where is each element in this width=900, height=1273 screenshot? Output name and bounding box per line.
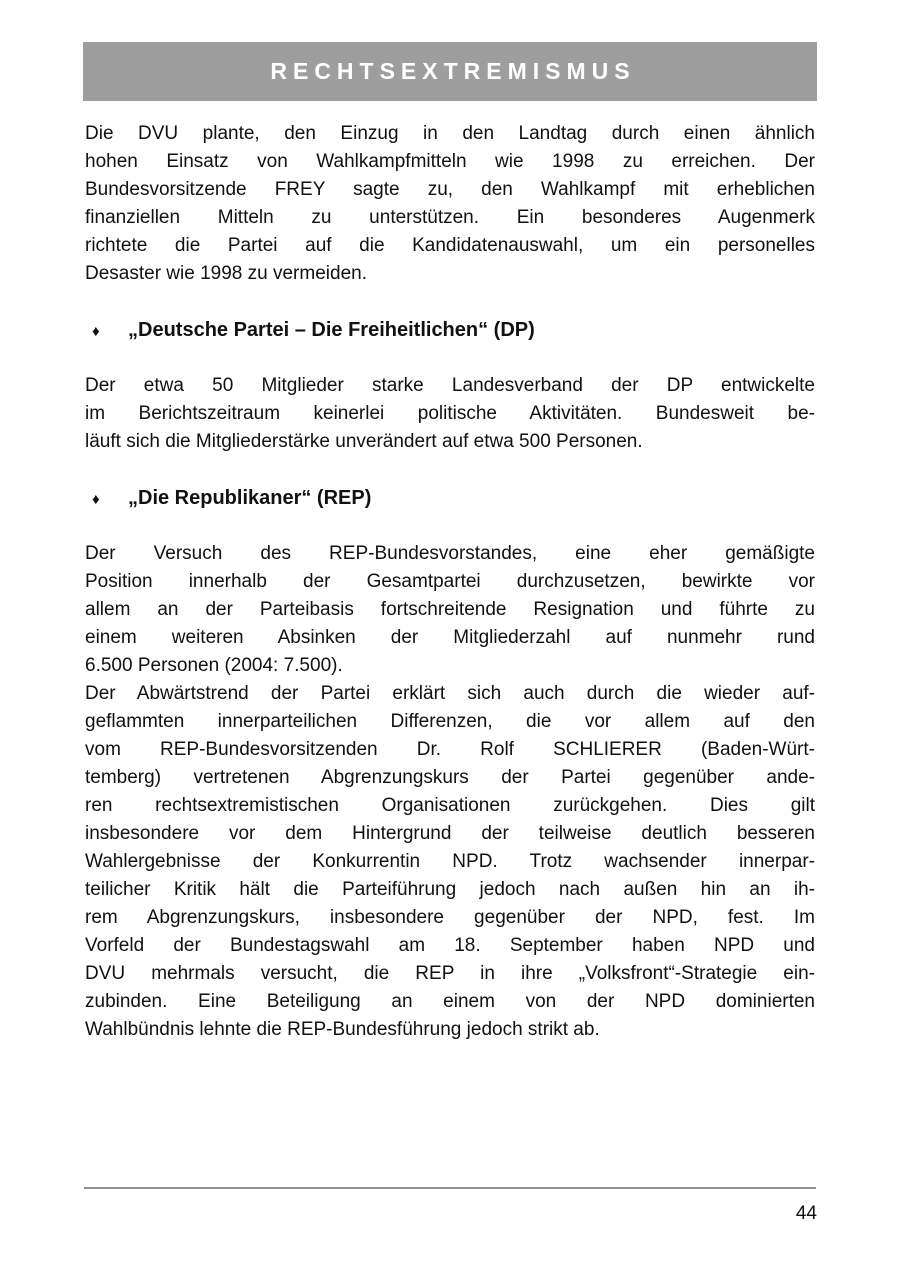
footer-divider <box>84 1187 816 1189</box>
text-line: Die DVU plante, den Einzug in den Landtag durch einen ähnlich <box>85 123 815 144</box>
paragraph-rep-mitglieder <box>85 540 815 680</box>
page-number: 44 <box>795 1203 817 1224</box>
text-line: läuft sich die Mitgliederstärke unverändert auf etwa 500 Personen. <box>85 431 643 452</box>
text-line: rem Abgrenzungskurs, insbesondere gegenüber der NPD, fest. Im <box>85 907 815 928</box>
text-line: geflammten innerparteilichen Differenzen, die vor allem auf den <box>85 711 815 732</box>
text-line: allem an der Parteibasis fortschreitende Resignation und führte zu <box>85 599 815 620</box>
text-line: einem weiteren Absinken der Mitgliederzahl auf nunmehr rund <box>85 627 815 648</box>
section-title: RECHTSEXTREMISMUS <box>270 58 636 84</box>
text-line: zubinden. Eine Beteiligung an einem von der NPD dominierten <box>85 991 815 1012</box>
text-line: ren rechtsextremistischen Organisationen zurückgehen. Dies gilt <box>85 795 815 816</box>
text-line: hohen Einsatz von Wahlkampfmitteln wie 1998 zu erreichen. Der <box>85 151 815 172</box>
paragraph-rep-abwaertstrend <box>85 680 815 1044</box>
heading-republikaner <box>85 484 815 514</box>
section-header-bar <box>83 42 817 101</box>
text-line: vom REP-Bundesvorsitzenden Dr. Rolf SCHLIERER (Baden-Würt- <box>85 739 815 760</box>
diamond-bullet-icon: ♦ <box>92 323 100 340</box>
text-line: im Berichtszeitraum keinerlei politische Aktivitäten. Bundesweit be- <box>85 403 815 424</box>
paragraph-dvu <box>85 120 815 288</box>
text-line: Der Versuch des REP-Bundesvorstandes, eine eher gemäßigte <box>85 543 815 564</box>
paragraph-dp <box>85 372 815 456</box>
text-line: Der etwa 50 Mitglieder starke Landesverband der DP entwickelte <box>85 375 815 396</box>
text-line: richtete die Partei auf die Kandidatenauswahl, um ein personelles <box>85 235 815 256</box>
text-line: Vorfeld der Bundestagswahl am 18. September haben NPD und <box>85 935 815 956</box>
text-line: teilicher Kritik hält die Parteiführung jedoch nach außen hin an ih- <box>85 879 815 900</box>
diamond-bullet-icon: ♦ <box>92 491 100 508</box>
text-line: Position innerhalb der Gesamtpartei durchzusetzen, bewirkte vor <box>85 571 815 592</box>
text-line: insbesondere vor dem Hintergrund der teilweise deutlich besseren <box>85 823 815 844</box>
text-line: Desaster wie 1998 zu vermeiden. <box>85 263 367 284</box>
text-line: Der Abwärtstrend der Partei erklärt sich auch durch die wieder auf- <box>85 683 815 704</box>
heading-text: „Die Republikaner“ (REP) <box>128 487 372 509</box>
text-line: 6.500 Personen (2004: 7.500). <box>85 655 343 676</box>
text-line: Wahlergebnisse der Konkurrentin NPD. Trotz wachsender innerpar- <box>85 851 815 872</box>
text-line: Bundesvorsitzende FREY sagte zu, den Wahlkampf mit erheblichen <box>85 179 815 200</box>
text-line: Wahlbündnis lehnte die REP-Bundesführung jedoch strikt ab. <box>85 1019 600 1040</box>
heading-text: „Deutsche Partei – Die Freiheitlichen“ (DP) <box>128 319 535 341</box>
text-line: DVU mehrmals versucht, die REP in ihre „Volksfront“-Strategie ein- <box>85 963 815 984</box>
text-line: finanziellen Mitteln zu unterstützen. Ein besonderes Augenmerk <box>85 207 815 228</box>
heading-deutsche-partei <box>85 316 815 346</box>
text-line: temberg) vertretenen Abgrenzungskurs der Partei gegenüber ande- <box>85 767 815 788</box>
